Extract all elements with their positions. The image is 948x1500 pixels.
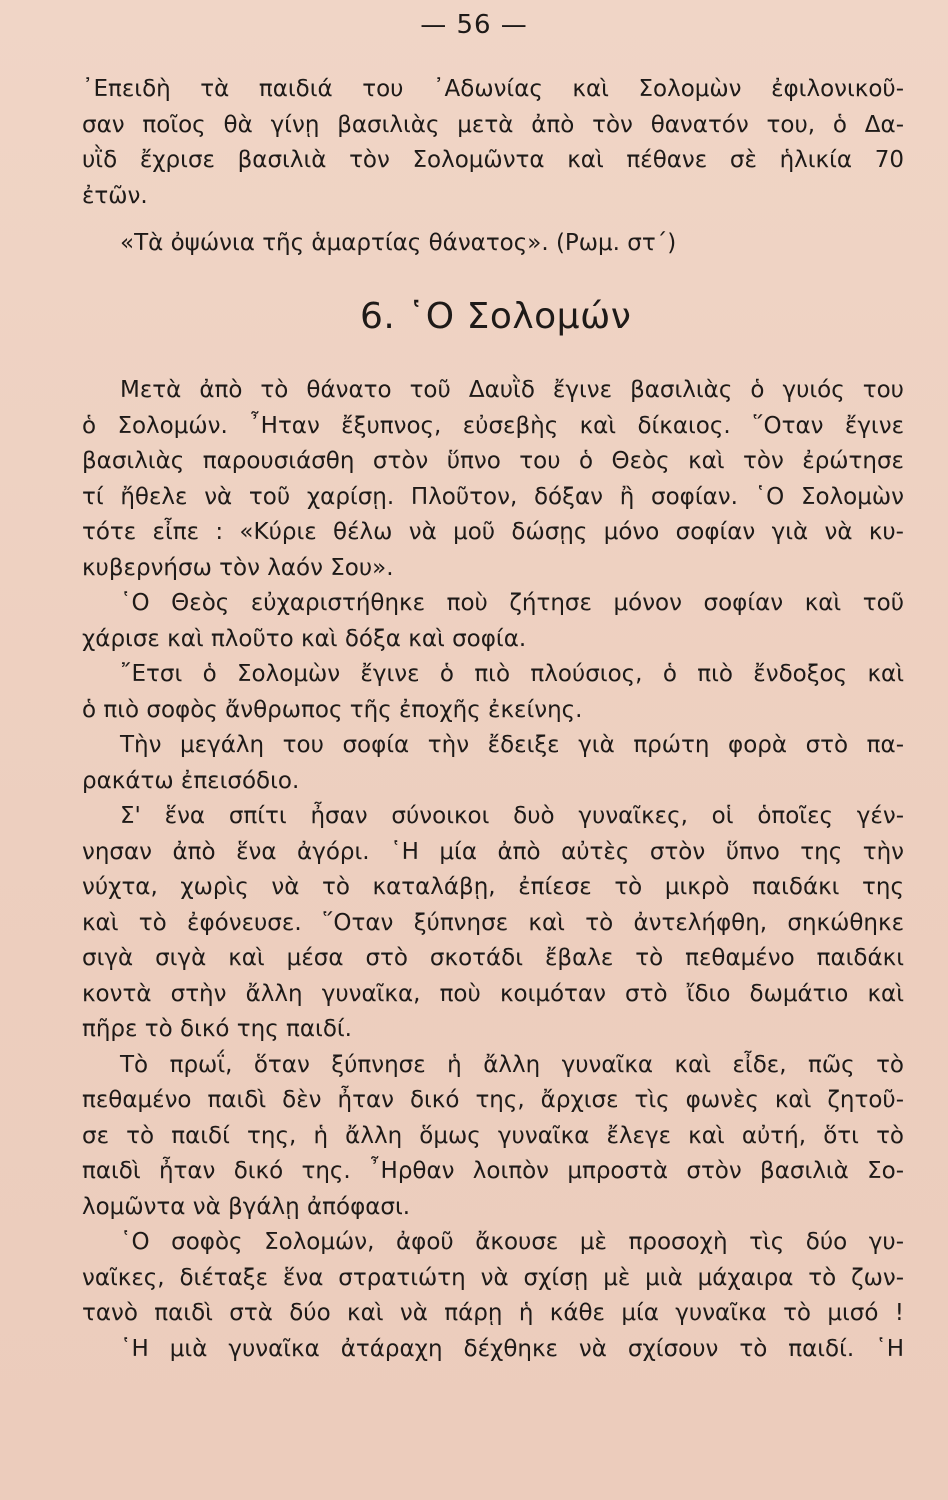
section-body-text	[82, 373, 904, 1367]
text-line: λομῶντα νὰ βγάλῃ ἀπόφασι.	[82, 1193, 411, 1220]
text-line: υῒδ ἔχρισε βασιλιὰ τὸν Σολομῶντα καὶ πέθανε σὲ ἡλικία 70	[82, 147, 904, 173]
text-line: τί ἤθελε νὰ τοῦ χαρίσῃ. Πλοῦτον, δόξαν ἢ σοφίαν. ῾Ο Σολομὼν	[82, 483, 904, 510]
text-line: τανὸ παιδὶ στὰ δύο καὶ νὰ πάρῃ ἡ κάθε μία γυναῖκα τὸ μισό !	[82, 1300, 904, 1326]
text-line: σαν ποῖος θὰ γίνῃ βασιλιὰς μετὰ ἀπὸ τὸν θανατόν του, ὁ Δα-	[82, 111, 904, 138]
text-line: πῆρε τὸ δικό της παιδί.	[82, 1016, 352, 1042]
page-number: — 56 —	[420, 10, 528, 40]
intro-paragraph	[82, 72, 904, 214]
text-line: Τὴν μεγάλη του σοφία τὴν ἔδειξε γιὰ πρώτη φορὰ στὸ πα-	[120, 732, 904, 758]
text-line: κοντὰ στὴν ἄλλη γυναῖκα, ποὺ κοιμόταν στὸ ἴδιο δωμάτιο καὶ	[82, 980, 904, 1007]
text-line: ρακάτω ἐπεισόδιο.	[82, 767, 300, 794]
text-line: καὶ τὸ ἐφόνευσε. ῞Οταν ξύπνησε καὶ τὸ ἀντελήφθη, σηκώθηκε	[82, 909, 904, 936]
text-line: τότε εἶπε : «Κύριε θέλω νὰ μοῦ δώσῃς μόνο σοφίαν γιὰ νὰ κυ-	[82, 519, 904, 545]
text-line: παιδὶ ἦταν δικό της. ῏Ηρθαν λοιπὸν μπροστὰ στὸν βασιλιὰ Σο-	[82, 1158, 904, 1184]
text-line: Σ' ἕνα σπίτι ἦσαν σύνοικοι δυὸ γυναῖκες, οἱ ὁποῖες γέν-	[120, 803, 904, 829]
text-line: Μετὰ ἀπὸ τὸ θάνατο τοῦ Δαυῒδ ἔγινε βασιλιὰς ὁ γυιός του	[120, 377, 904, 403]
text-line: ἐτῶν.	[82, 182, 148, 209]
section-heading: 6. ῾Ο Σολομών	[360, 296, 632, 337]
text-line: ᾿Επειδὴ τὰ παιδιά του ᾿Αδωνίας καὶ Σολομὼν ἐφιλονικοῦ-	[82, 76, 904, 102]
text-line: ῾Ο σοφὸς Σολομών, ἀφοῦ ἄκουσε μὲ προσοχὴ τὶς δύο γυ-	[120, 1229, 904, 1255]
text-line: σιγὰ σιγὰ καὶ μέσα στὸ σκοτάδι ἔβαλε τὸ πεθαμένο παιδάκι	[82, 945, 904, 971]
text-line: ῾Ο Θεὸς εὐχαριστήθηκε ποὺ ζήτησε μόνον σοφίαν καὶ τοῦ	[120, 590, 904, 616]
text-line: ῾Η μιὰ γυναῖκα ἀτάραχη δέχθηκε νὰ σχίσουν τὸ παιδί. ῾Η	[120, 1335, 904, 1362]
text-line: βασιλιὰς παρουσιάσθη στὸν ὕπνο του ὁ Θεὸς καὶ τὸν ἐρώτησε	[82, 448, 904, 474]
text-line: κυβερνήσω τὸν λαόν Σου».	[82, 554, 394, 581]
text-line: ῎Ετσι ὁ Σολομὼν ἔγινε ὁ πιὸ πλούσιος, ὁ πιὸ ἔνδοξος καὶ	[120, 661, 904, 687]
scripture-quote: «Τὰ ὀψώνια τῆς ἁμαρτίας θάνατος». (Ρωμ. στ΄)	[120, 230, 677, 256]
text-line: ναῖκες, διέταξε ἕνα στρατιώτη νὰ σχίσῃ μὲ μιὰ μάχαιρα τὸ ζων-	[82, 1264, 904, 1291]
text-line: Τὸ πρωΐ, ὅταν ξύπνησε ἡ ἄλλη γυναῖκα καὶ εἶδε, πῶς τὸ	[120, 1051, 904, 1078]
text-line: ὁ Σολομών. ῏Ηταν ἔξυπνος, εὐσεβὴς καὶ δίκαιος. ῞Οταν ἔγινε	[82, 412, 904, 439]
text-line: νύχτα, χωρὶς νὰ τὸ καταλάβῃ, ἐπίεσε τὸ μικρὸ παιδάκι της	[82, 874, 904, 900]
text-line: πεθαμένο παιδὶ δὲν ἦταν δικό της, ἄρχισε τὶς φωνὲς καὶ ζητοῦ-	[82, 1087, 904, 1113]
text-line: χάρισε καὶ πλοῦτο καὶ δόξα καὶ σοφία.	[82, 625, 527, 652]
text-line: σε τὸ παιδί της, ἡ ἄλλη ὅμως γυναῖκα ἔλεγε καὶ αὐτή, ὅτι τὸ	[82, 1122, 904, 1149]
text-line: ὁ πιὸ σοφὸς ἄνθρωπος τῆς ἐποχῆς ἐκείνης.	[82, 696, 583, 723]
text-line: νησαν ἀπὸ ἕνα ἀγόρι. ῾Η μία ἀπὸ αὐτὲς στὸν ὕπνο της τὴν	[82, 838, 904, 865]
